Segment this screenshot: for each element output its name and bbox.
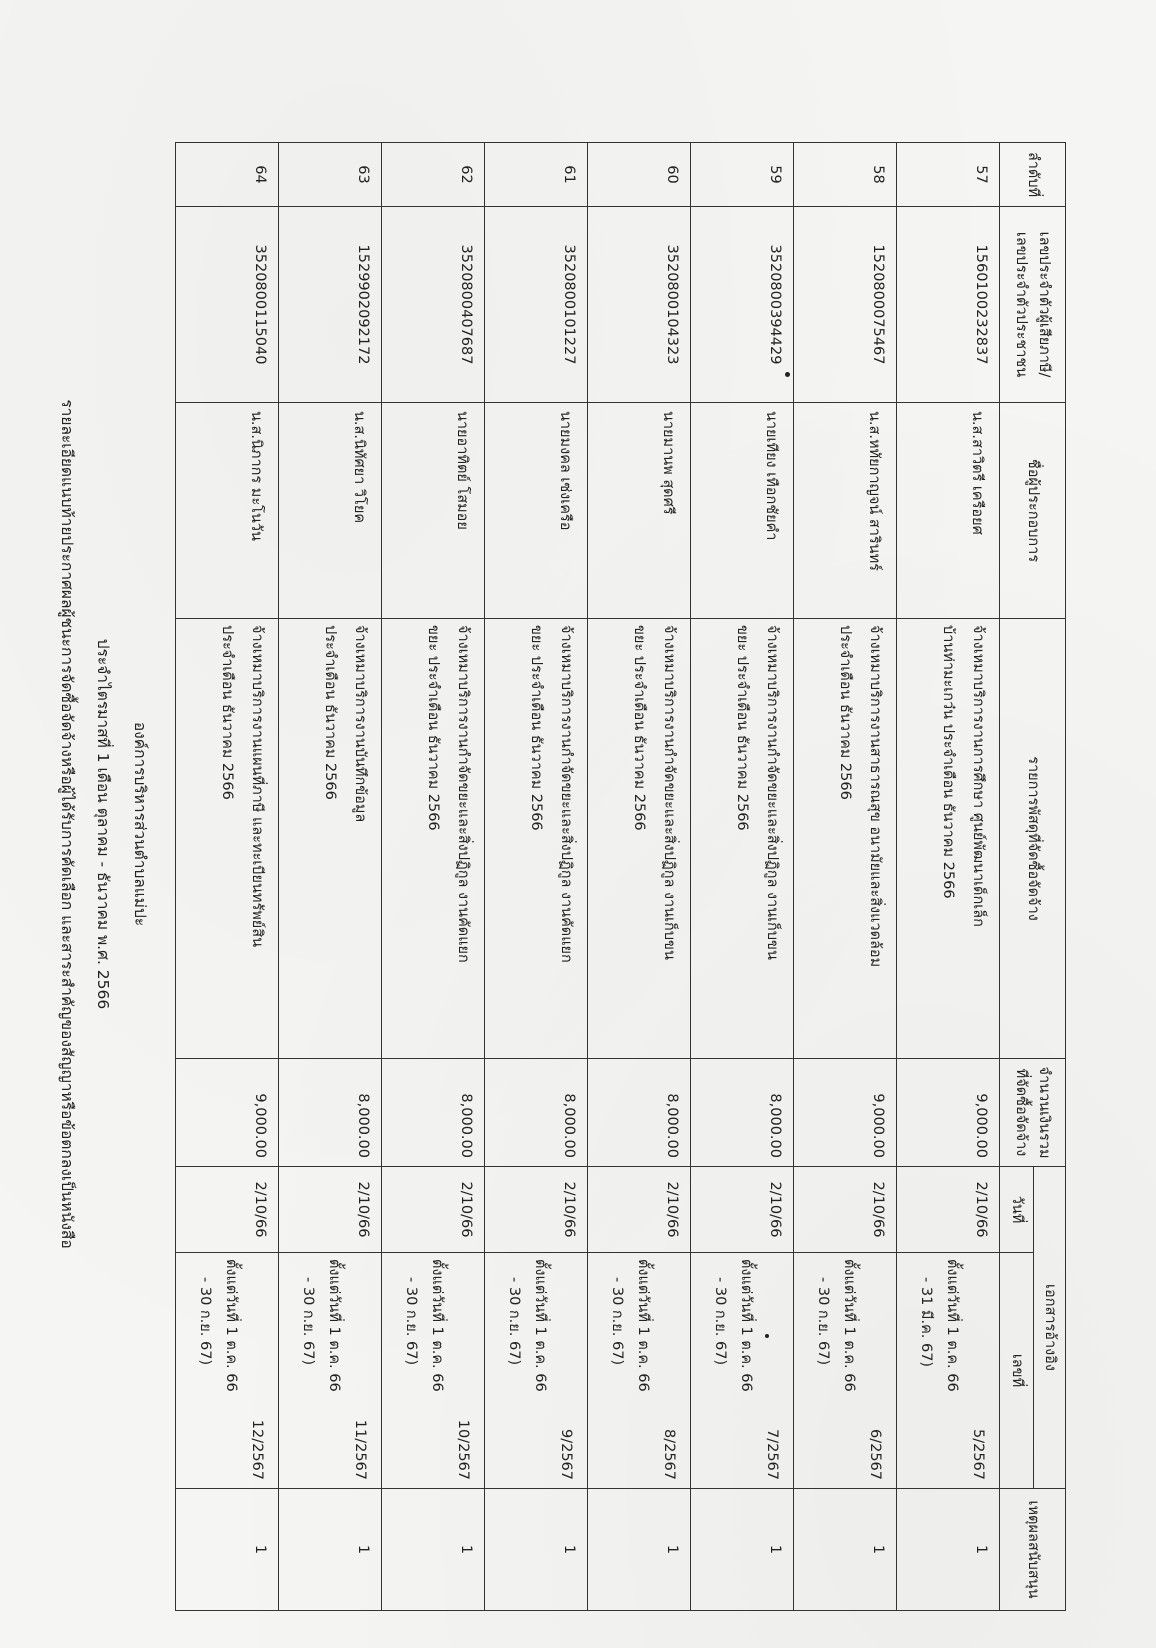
cell-tax-id: 3520800394429 <box>691 207 794 403</box>
cell-description <box>279 619 382 1059</box>
cell-no: 62 <box>382 143 485 207</box>
header-evidence-no: เลขที่ <box>1000 1253 1034 1489</box>
cell-description-line2: ประจำเดือน ธันวาคม 2566 <box>322 625 338 800</box>
cell-reason: 1 <box>382 1489 485 1611</box>
table-body <box>176 143 1000 1611</box>
scan-speck <box>785 372 790 377</box>
cell-no: 59 <box>691 143 794 207</box>
cell-tax-id: 3520800101227 <box>485 207 588 403</box>
cell-doc-no <box>897 1253 1000 1489</box>
doc-period-end: - 30 ก.ย. 67) <box>403 1277 419 1366</box>
cell-amount: 8,000.00 <box>279 1059 382 1167</box>
table-header <box>1000 143 1066 1611</box>
cell-no: 57 <box>897 143 1000 207</box>
cell-reason: 1 <box>176 1489 279 1611</box>
doc-period-start: ตั้งแต่วันที่ 1 ต.ค. 66 <box>738 1259 754 1392</box>
doc-period-start: ตั้งแต่วันที่ 1 ต.ค. 66 <box>944 1259 960 1392</box>
cell-tax-id: 3520800115040 <box>176 207 279 403</box>
table-row <box>485 143 588 1611</box>
cell-reason: 1 <box>588 1489 691 1611</box>
header-tax-id <box>1000 207 1066 403</box>
doc-number: 9/2567 <box>558 1429 574 1481</box>
cell-amount: 8,000.00 <box>588 1059 691 1167</box>
cell-no: 63 <box>279 143 382 207</box>
doc-period-start: ตั้งแต่วันที่ 1 ต.ค. 66 <box>532 1259 548 1392</box>
header-description: รายการพัสดุที่จัดซื้อจัดจ้าง <box>1000 619 1066 1059</box>
doc-period-start: ตั้งแต่วันที่ 1 ต.ค. 66 <box>635 1259 651 1392</box>
cell-vendor: น.ส.นิทัศยา วิโยค <box>279 403 382 619</box>
cell-description-line2: ประจำเดือน ธันวาคม 2566 <box>837 625 853 800</box>
cell-tax-id: 3520800407687 <box>382 207 485 403</box>
header-evidence-date: วันที่ <box>1000 1167 1034 1253</box>
doc-period-end: - 30 ก.ย. 67) <box>815 1277 831 1366</box>
cell-doc-no <box>176 1253 279 1489</box>
header-amount-line2: ที่จัดซื้อจัดจ้าง <box>1013 1068 1030 1157</box>
doc-period-start: ตั้งแต่วันที่ 1 ต.ค. 66 <box>326 1259 342 1392</box>
doc-period-start: ตั้งแต่วันที่ 1 ต.ค. 66 <box>223 1259 239 1392</box>
cell-description-line2: ขยะ ประจำเดือน ธันวาคม 2566 <box>631 625 647 831</box>
doc-number: 5/2567 <box>970 1429 986 1481</box>
cell-date: 2/10/66 <box>382 1167 485 1253</box>
cell-tax-id: 1520800075467 <box>794 207 897 403</box>
header-amount-line1: จำนวนเงินรวม <box>1035 1066 1052 1159</box>
cell-date: 2/10/66 <box>279 1167 382 1253</box>
cell-date: 2/10/66 <box>897 1167 1000 1253</box>
table-row <box>176 143 279 1611</box>
cell-doc-no <box>794 1253 897 1489</box>
cell-description-line2: ขยะ ประจำเดือน ธันวาคม 2566 <box>734 625 750 831</box>
cell-description <box>588 619 691 1059</box>
cell-description <box>897 619 1000 1059</box>
cell-amount: 9,000.00 <box>897 1059 1000 1167</box>
cell-reason: 1 <box>485 1489 588 1611</box>
cell-no: 60 <box>588 143 691 207</box>
scan-speck <box>765 1334 769 1338</box>
doc-period-start: ตั้งแต่วันที่ 1 ต.ค. 66 <box>429 1259 445 1392</box>
cell-description <box>382 619 485 1059</box>
cell-no: 58 <box>794 143 897 207</box>
doc-period-end: - 30 ก.ย. 67) <box>712 1277 728 1366</box>
table-row <box>897 143 1000 1611</box>
doc-period-start: ตั้งแต่วันที่ 1 ต.ค. 66 <box>841 1259 857 1392</box>
cell-reason: 1 <box>691 1489 794 1611</box>
header-evidence: เอกสารอ้างอิง <box>1034 1167 1066 1489</box>
cell-date: 2/10/66 <box>691 1167 794 1253</box>
cell-reason: 1 <box>794 1489 897 1611</box>
cell-description-line2: บ้านท่ามะเกว๋น ประจำเดือน ธันวาคม 2566 <box>940 625 956 899</box>
cell-date: 2/10/66 <box>176 1167 279 1253</box>
table-row <box>279 143 382 1611</box>
cell-date: 2/10/66 <box>485 1167 588 1253</box>
cell-date: 2/10/66 <box>794 1167 897 1253</box>
cell-amount: 9,000.00 <box>176 1059 279 1167</box>
cell-description <box>691 619 794 1059</box>
cell-description-line1: จ้างเหมาบริการงานกำจัดขยะและสิ่งปฏิกูล งานเก็บขน <box>661 625 677 960</box>
header-tax-id-line1: เลขประจำตัวผู้เสียภาษี/ <box>1035 231 1052 378</box>
header-reason: เหตุผลสนับสนุน <box>1000 1489 1066 1611</box>
cell-doc-no <box>588 1253 691 1489</box>
cell-doc-no <box>382 1253 485 1489</box>
cell-no: 61 <box>485 143 588 207</box>
cell-description-line1: จ้างเหมาบริการงานการศึกษา ศูนย์พัฒนาเด็กเล็ก <box>970 625 986 927</box>
doc-number: 7/2567 <box>764 1429 780 1481</box>
doc-period-end: - 31 มี.ค. 67) <box>918 1277 934 1368</box>
cell-description-line1: จ้างเหมาบริการงานกำจัดขยะและสิ่งปฏิกูล งานเก็บขน <box>764 625 780 960</box>
cell-description-line1: จ้างเหมาบริการงานกำจัดขยะและสิ่งปฏิกูล งานคัดแยก <box>558 625 574 963</box>
cell-no: 64 <box>176 143 279 207</box>
doc-period-end: - 30 ก.ย. 67) <box>609 1277 625 1366</box>
header-vendor: ชื่อผู้ประกอบการ <box>1000 403 1066 619</box>
table-row <box>794 143 897 1611</box>
cell-tax-id: 3520800104323 <box>588 207 691 403</box>
cell-vendor: นายเทียง เทือกชัยคำ <box>691 403 794 619</box>
doc-period-end: - 30 ก.ย. 67) <box>300 1277 316 1366</box>
cell-description <box>794 619 897 1059</box>
cell-vendor: นายมงคล เซ่งเครือ <box>485 403 588 619</box>
doc-number: 8/2567 <box>661 1429 677 1481</box>
header-tax-id-line2: เลขประจำตัวประชาชน <box>1013 231 1030 378</box>
doc-number: 10/2567 <box>455 1419 471 1481</box>
organization-name: องค์การบริหารส่วนตำบลแม่ปะ <box>131 721 149 927</box>
cell-description-line1: จ้างเหมาบริการงานกำจัดขยะและสิ่งปฏิกูล งานคัดแยก <box>455 625 471 963</box>
doc-period-end: - 30 ก.ย. 67) <box>506 1277 522 1366</box>
cell-date: 2/10/66 <box>588 1167 691 1253</box>
cell-vendor: น.ส.หทัยกาญจน์ สารินทร์ <box>794 403 897 619</box>
cell-description-line1: จ้างเหมาบริการงานสาธารณสุข อนามัยและสิ่งแวดล้อม <box>867 625 883 968</box>
document-title: รายละเอียดแนบท้ายประกาศผลผู้ชนะการจัดซื้อจัดจ้างหรือผู้ได้รับการคัดเลือก และสาระสำคัญของสัญญาหรือข้อตกลงเป็นหนังสือ <box>58 399 76 1249</box>
cell-tax-id: 1529902092172 <box>279 207 382 403</box>
cell-description <box>485 619 588 1059</box>
cell-amount: 8,000.00 <box>382 1059 485 1167</box>
cell-amount: 8,000.00 <box>691 1059 794 1167</box>
cell-doc-no <box>279 1253 382 1489</box>
header-no: ลำดับที่ <box>1000 143 1066 207</box>
cell-description-line2: ขยะ ประจำเดือน ธันวาคม 2566 <box>425 625 441 831</box>
cell-description-line2: ประจำเดือน ธันวาคม 2566 <box>219 625 235 800</box>
doc-number: 12/2567 <box>249 1419 265 1481</box>
cell-vendor: นายอาทิตย์ โสมอย <box>382 403 485 619</box>
cell-description-line1: จ้างเหมาบริการงานบันทึกข้อมูล <box>352 625 368 823</box>
cell-description <box>176 619 279 1059</box>
cell-doc-no <box>691 1253 794 1489</box>
cell-amount: 8,000.00 <box>485 1059 588 1167</box>
cell-description-line2: ขยะ ประจำเดือน ธันวาคม 2566 <box>528 625 544 831</box>
table-row <box>691 143 794 1611</box>
quarter-line: ประจำไตรมาสที่ 1 เดือน ตุลาคม - ธันวาคม พ.ศ. 2566 <box>94 638 112 1010</box>
cell-tax-id: 1560100232837 <box>897 207 1000 403</box>
cell-vendor: นายมานพ สุดศรี <box>588 403 691 619</box>
cell-description-line1: จ้างเหมาบริการงานแผนที่ภาษี และทะเบียนทรัพย์สิน <box>249 625 265 948</box>
cell-reason: 1 <box>279 1489 382 1611</box>
header-amount <box>1000 1059 1066 1167</box>
doc-number: 6/2567 <box>867 1429 883 1481</box>
cell-vendor: น.ส.สาวิตรี เครือยศ <box>897 403 1000 619</box>
cell-doc-no <box>485 1253 588 1489</box>
procurement-table <box>175 142 1066 1611</box>
cell-vendor: น.ส.นิภากร มะโนวัน <box>176 403 279 619</box>
doc-period-end: - 30 ก.ย. 67) <box>197 1277 213 1366</box>
doc-number: 11/2567 <box>352 1419 368 1481</box>
cell-amount: 9,000.00 <box>794 1059 897 1167</box>
cell-reason: 1 <box>897 1489 1000 1611</box>
table-row <box>382 143 485 1611</box>
table-row <box>588 143 691 1611</box>
